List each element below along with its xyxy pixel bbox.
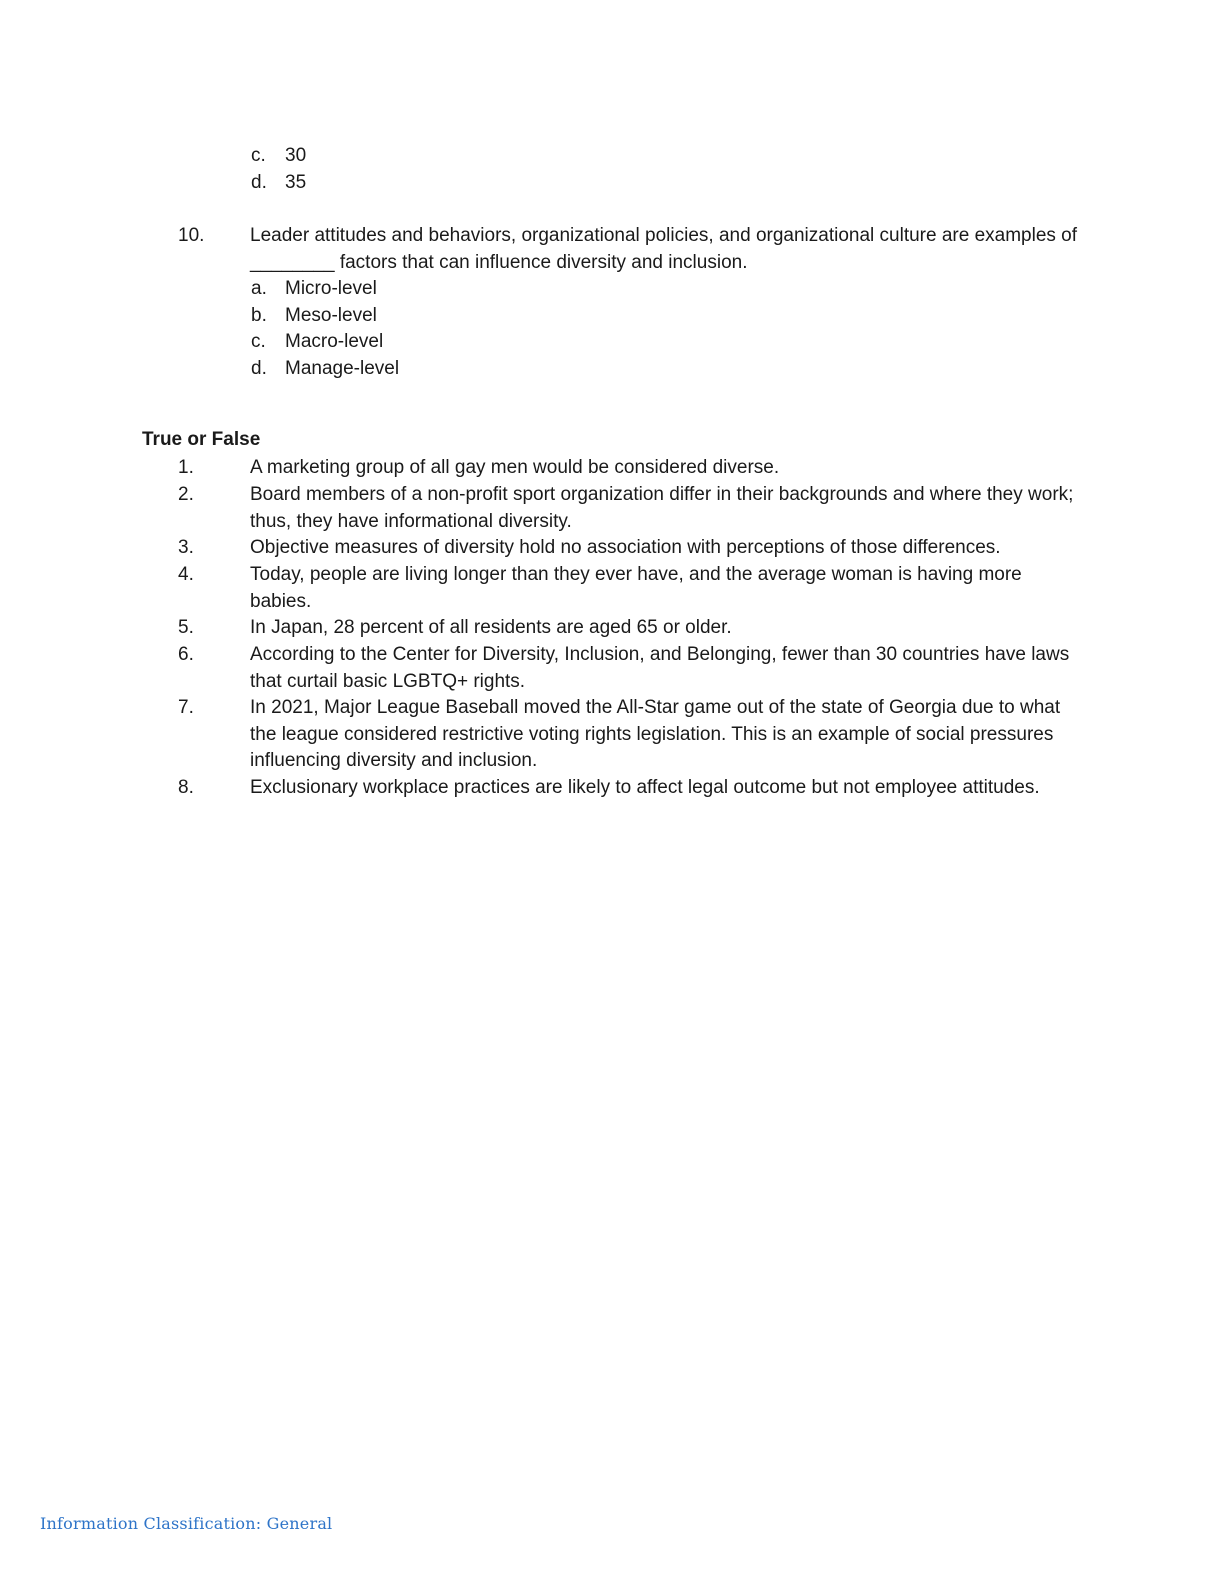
question-text: Leader attitudes and behaviors, organizational policies, and organizational culture are examples of ________ factors that can influence diversity and inclusion.	[250, 225, 1078, 273]
option-text: Macro-level	[285, 331, 384, 352]
item-number: 5.	[178, 617, 194, 638]
item-number: 7.	[178, 697, 194, 718]
item-text: According to the Center for Diversity, Inclusion, and Belonging, fewer than 30 countries have laws that curtail basic LGBTQ+ rights.	[250, 644, 1070, 692]
option-letter: a.	[251, 278, 267, 299]
item-number: 6.	[178, 644, 194, 665]
item-text: Board members of a non-profit sport organization differ in their backgrounds and where they work; thus, they have informational diversity.	[250, 484, 1074, 532]
option-text: 30	[285, 145, 307, 166]
option-letter: c.	[251, 331, 266, 352]
item-number: 8.	[178, 777, 194, 798]
item-text: Today, people are living longer than they ever have, and the average woman is having more babies.	[250, 564, 1022, 612]
question-number: 10.	[178, 225, 205, 246]
item-text: A marketing group of all gay men would be considered diverse.	[250, 457, 780, 478]
option-text: Micro-level	[285, 278, 377, 299]
item-text: In Japan, 28 percent of all residents are aged 65 or older.	[250, 617, 732, 638]
option-text: 35	[285, 172, 307, 193]
option-letter: b.	[251, 305, 267, 326]
item-number: 2.	[178, 484, 194, 505]
item-text: Exclusionary workplace practices are likely to affect legal outcome but not employee attitudes.	[250, 777, 1040, 798]
option-text: Meso-level	[285, 305, 377, 326]
option-letter: c.	[251, 145, 266, 166]
item-number: 3.	[178, 537, 194, 558]
item-text: In 2021, Major League Baseball moved the All-Star game out of the state of Georgia due to what the league considered restrictive voting rights legislation. This is an example of social pressures influencing diversity and inclusion.	[250, 697, 1061, 772]
item-number: 4.	[178, 564, 194, 585]
option-text: Manage-level	[285, 358, 400, 379]
classification-footer: Information Classification: General	[40, 1514, 333, 1533]
item-number: 1.	[178, 457, 194, 478]
option-letter: d.	[251, 172, 267, 193]
option-letter: d.	[251, 358, 267, 379]
item-text: Objective measures of diversity hold no association with perceptions of those differences.	[250, 537, 1001, 558]
section-heading-true-false: True or False	[142, 429, 261, 450]
